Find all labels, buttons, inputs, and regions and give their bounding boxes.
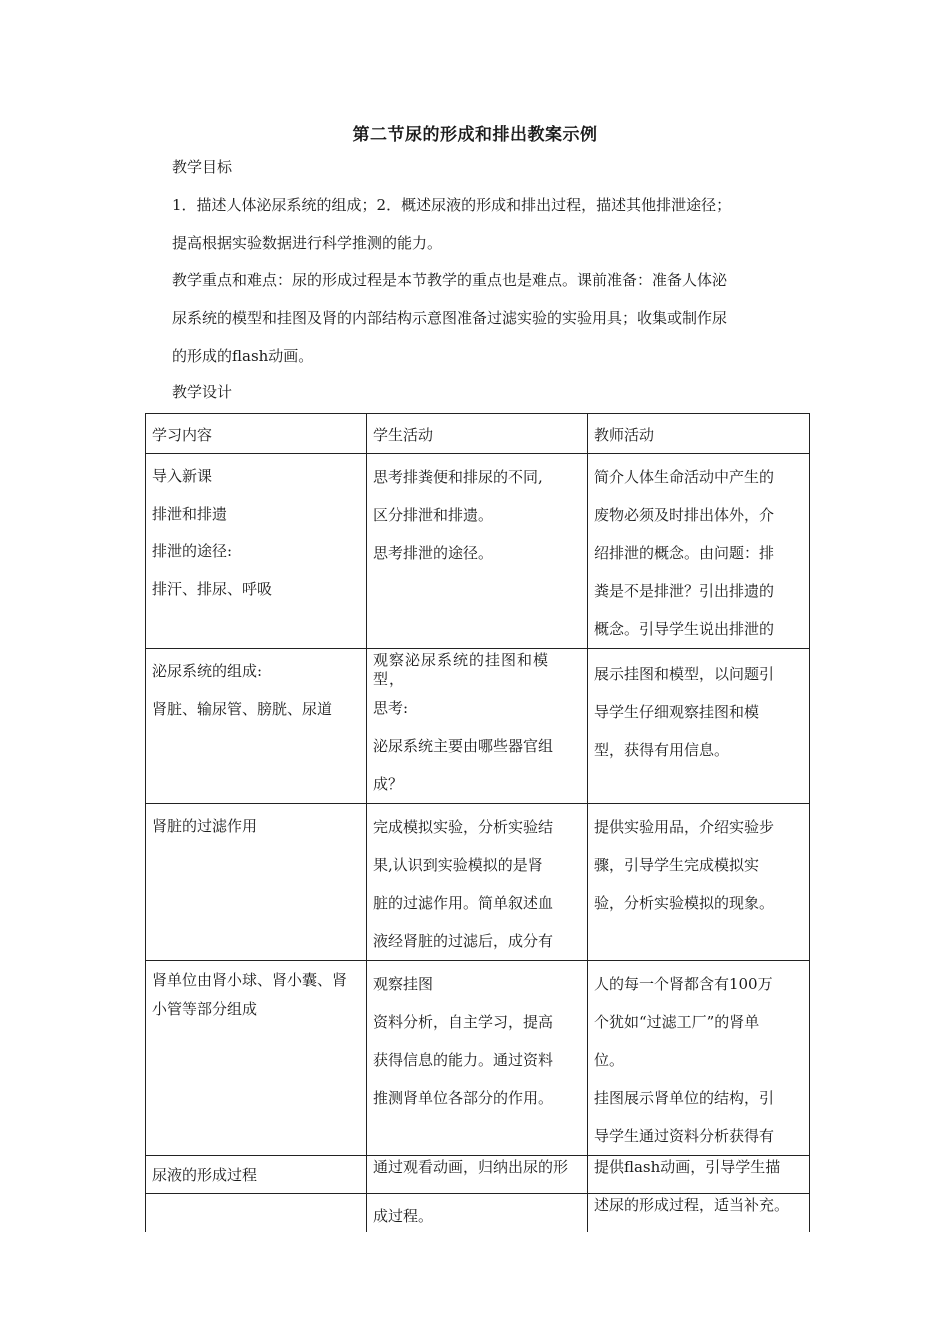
cell-student: [366, 649, 587, 804]
cell-student: [366, 1156, 587, 1194]
goal-line: 1．描述人体泌尿系统的组成；2．概述尿液的形成和排出过程，描述其他排泄途径；: [172, 196, 732, 214]
cell-line: 资料分析，自主学习，提高: [372, 1013, 553, 1031]
header-student: 学生活动: [366, 414, 587, 454]
cell-line: 提供实验用品，介绍实验步: [593, 818, 774, 836]
cell-line: 小管等部分组成: [152, 1000, 258, 1018]
lesson-design-table: [145, 413, 810, 1232]
cell-line: 废物必须及时排出体外，介: [593, 506, 774, 524]
cell-line: 验，分析实验模拟的现象。: [593, 894, 774, 912]
cell-line: 液经肾脏的过滤后，成分有: [372, 932, 553, 950]
goal-heading: [172, 148, 812, 186]
cell-line: 肾单位由肾小球、肾小囊、肾: [152, 971, 348, 989]
focus-line: 尿系统的模型和挂图及肾的内部结构示意图准备过滤实验的实验用具；收集或制作尿: [172, 309, 728, 327]
goal-line: 提高根据实验数据进行科学推测的能力。: [172, 234, 443, 252]
cell-line: 排汗、排尿、呼吸: [152, 579, 273, 598]
cell-line: 泌尿系统的组成:: [152, 662, 263, 680]
cell-student: [366, 1194, 587, 1232]
cell-student: [366, 804, 587, 961]
cell-line: 果,认识到实验模拟的是肾: [372, 856, 543, 874]
cell-line: 获得信息的能力。通过资料: [372, 1051, 553, 1069]
cell-line: 脏的过滤作用。简单叙述血: [372, 894, 553, 912]
cell-line: 成？: [372, 775, 403, 793]
cell-line: 尿液的形成过程: [152, 1166, 258, 1184]
cell-teacher: [587, 804, 809, 961]
table-row: [146, 454, 810, 649]
cell-student: [366, 961, 587, 1156]
cell-line: 完成模拟实验，分析实验结: [372, 818, 553, 836]
cell-line: 观察泌尿系统的挂图和模型，: [372, 651, 549, 688]
cell-content: [146, 649, 367, 804]
cell-line: 导学生仔细观察挂图和模: [593, 703, 759, 721]
table-header-row: [146, 414, 810, 454]
cell-line: 思考排泄的途径。: [372, 544, 493, 562]
cell-line: 简介人体生命活动中产生的: [593, 468, 774, 486]
goal-heading-text: 教学目标: [172, 158, 233, 176]
table-row: [146, 804, 810, 961]
cell-line: 成过程。: [372, 1207, 433, 1225]
goal-paragraph: [172, 186, 812, 262]
cell-content: [146, 804, 367, 961]
cell-line: 个犹如“过滤工厂”的肾单: [593, 1013, 760, 1031]
cell-content: [146, 454, 367, 649]
cell-line: 展示挂图和模型，以问题引: [593, 665, 774, 683]
cell-teacher: [587, 1156, 809, 1194]
design-heading-text: 教学设计: [172, 383, 233, 401]
table-row: [146, 1156, 810, 1194]
cell-line: 挂图展示肾单位的结构，引: [593, 1089, 774, 1107]
cell-line: 思考:: [372, 699, 409, 717]
cell-teacher: [587, 1194, 809, 1232]
cell-content: [146, 961, 367, 1156]
cell-line: 肾脏、输尿管、膀胱、尿道: [152, 699, 333, 718]
page-title: 第二节尿的形成和排出教案示例: [352, 125, 598, 145]
cell-line: 区分排泄和排遗。: [372, 506, 493, 524]
cell-teacher: [587, 454, 809, 649]
cell-line: 通过观看动画，归纳出尿的形: [372, 1158, 568, 1176]
cell-content: [146, 1194, 367, 1232]
focus-line: 的形成的flash动画。: [172, 347, 314, 365]
cell-line: 型，获得有用信息。: [593, 741, 729, 759]
table-row: [146, 1194, 810, 1232]
cell-line: 述尿的形成过程，适当补充。: [593, 1196, 789, 1214]
focus-line: 教学重点和难点：尿的形成过程是本节教学的重点也是难点。课前准备：准备人体泌: [172, 271, 728, 289]
cell-line: 位。: [593, 1051, 624, 1069]
cell-content: [146, 1156, 367, 1194]
cell-line: 骤，引导学生完成模拟实: [593, 856, 759, 874]
cell-student: [366, 454, 587, 649]
cell-line: 粪是不是排泄？引出排遗的: [593, 582, 774, 600]
cell-line: 概念。引导学生说出排泄的: [593, 620, 774, 638]
cell-teacher: [587, 961, 809, 1156]
cell-line: 泌尿系统主要由哪些器官组: [372, 737, 553, 755]
cell-line: 导入新课: [152, 467, 213, 485]
cell-line: 导学生通过资料分析获得有: [593, 1127, 774, 1145]
cell-line: 推测肾单位各部分的作用。: [372, 1089, 553, 1107]
cell-line: 排泄和排遗: [152, 504, 228, 523]
cell-line: 人的每一个肾都含有100万: [593, 975, 773, 993]
table-row: [146, 961, 810, 1156]
cell-line: 观察挂图: [372, 975, 433, 993]
table-row: [146, 649, 810, 804]
header-content: 学习内容: [146, 414, 367, 454]
cell-line: 思考排粪便和排尿的不同,: [372, 468, 543, 486]
cell-line: 排泄的途径:: [152, 542, 233, 560]
header-teacher: 教师活动: [587, 414, 809, 454]
design-heading: [172, 373, 812, 411]
cell-line: 绍排泄的概念。由问题：排: [593, 544, 774, 562]
focus-paragraph: [172, 261, 812, 375]
cell-line: 肾脏的过滤作用: [152, 817, 258, 835]
cell-line: 提供flash动画，引导学生描: [593, 1158, 781, 1176]
cell-teacher: [587, 649, 809, 804]
